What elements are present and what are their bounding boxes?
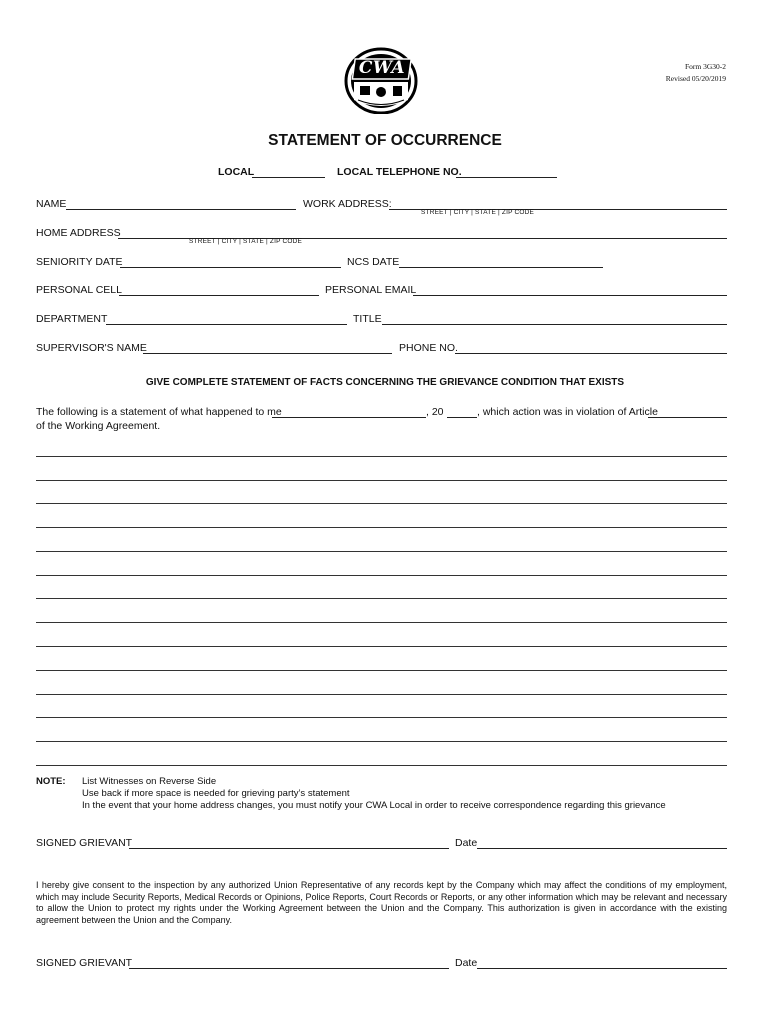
personal-email-label: PERSONAL EMAIL [325, 284, 417, 296]
department-label: DEPARTMENT [36, 313, 108, 325]
statement-line[interactable] [36, 741, 727, 742]
statement-line[interactable] [36, 575, 727, 576]
ncs-date-input[interactable] [399, 256, 603, 268]
local-input[interactable] [252, 166, 325, 178]
personal-email-input[interactable] [413, 284, 727, 296]
signed-grievant-label-2: SIGNED GRIEVANT [36, 957, 133, 969]
name-label: NAME [36, 198, 67, 210]
signed-grievant-input[interactable] [129, 837, 449, 849]
personal-cell-input[interactable] [119, 284, 319, 296]
statement-intro-text: The following is a statement of what happened to me [36, 406, 282, 418]
note-line-2: Use back if more space is needed for grieving party’s statement [82, 788, 350, 799]
agreement-text: of the Working Agreement. [36, 420, 161, 432]
statement-line[interactable] [36, 694, 727, 695]
signed-grievant-input-2[interactable] [129, 957, 449, 969]
department-input[interactable] [106, 313, 347, 325]
date-input-2[interactable] [477, 957, 727, 969]
statement-line[interactable] [36, 527, 727, 528]
note-label: NOTE: [36, 776, 66, 787]
work-address-label: WORK ADDRESS: [303, 198, 392, 210]
article-input[interactable] [648, 406, 727, 418]
article-text: , which action was in violation of Article [477, 406, 658, 418]
name-input[interactable] [66, 198, 296, 210]
cwa-logo [344, 46, 418, 114]
page-title: STATEMENT OF OCCURRENCE [268, 132, 502, 149]
local-phone-input[interactable] [456, 166, 557, 178]
year-input[interactable] [447, 406, 477, 418]
logo-text: CWA [358, 58, 406, 78]
cwa-emblem-icon [344, 46, 418, 114]
date-input[interactable] [477, 837, 727, 849]
revised-date: Revised 05/20/2019 [665, 74, 726, 83]
phone-input[interactable] [455, 342, 727, 354]
form-number: Form 3G30-2 [684, 62, 726, 71]
phone-label: PHONE NO. [399, 342, 458, 354]
statement-line[interactable] [36, 765, 727, 766]
statement-instruction: GIVE COMPLETE STATEMENT OF FACTS CONCERNING THE GRIEVANCE CONDITION THAT EXISTS [145, 377, 625, 388]
date-label-2: Date [455, 957, 478, 969]
year-prefix-text: , 20 [426, 406, 444, 418]
title-label: TITLE [353, 313, 382, 325]
statement-line[interactable] [36, 551, 727, 552]
title-input[interactable] [382, 313, 727, 325]
statement-line[interactable] [36, 456, 727, 457]
statement-line[interactable] [36, 646, 727, 647]
home-address-label: HOME ADDRESS [36, 227, 121, 239]
statement-line[interactable] [36, 503, 727, 504]
work-address-caption: STREET | CITY | STATE | ZIP CODE [421, 209, 535, 216]
statement-line[interactable] [36, 717, 727, 718]
seniority-date-input[interactable] [120, 256, 341, 268]
local-phone-label: LOCAL TELEPHONE NO. [337, 166, 462, 178]
supervisor-name-label: SUPERVISOR'S NAME [36, 342, 147, 354]
statement-line[interactable] [36, 480, 727, 481]
signed-grievant-label: SIGNED GRIEVANT [36, 837, 133, 849]
statement-line[interactable] [36, 622, 727, 623]
occurrence-date-input[interactable] [272, 406, 426, 418]
consent-paragraph: I hereby give consent to the inspection by any authorized Union Representative of any records kept by the Company which may affect the conditions of my employment, which may include Security Reports, Medical Records or Opinions, Police Reports, Court Records or Reports, or any other information which may be relevant and necessary to allow the Union to protect my rights under the Working Agreement between the Union and the Company. This authorization is given in accordance with the existing agreement between the Union and the Company. [36, 880, 727, 925]
statement-line[interactable] [36, 598, 727, 599]
note-line-3: In the event that your home address changes, you must notify your CWA Local in order to receive correspondence regarding this grievance [82, 800, 666, 811]
supervisor-name-input[interactable] [143, 342, 392, 354]
local-label: LOCAL [218, 166, 255, 178]
home-address-caption: STREET | CITY | STATE | ZIP CODE [189, 238, 303, 245]
ncs-date-label: NCS DATE [347, 256, 400, 268]
statement-line[interactable] [36, 670, 727, 671]
seniority-date-label: SENIORITY DATE [36, 256, 123, 268]
date-label: Date [455, 837, 478, 849]
personal-cell-label: PERSONAL CELL [36, 284, 122, 296]
note-line-1: List Witnesses on Reverse Side [82, 776, 217, 787]
